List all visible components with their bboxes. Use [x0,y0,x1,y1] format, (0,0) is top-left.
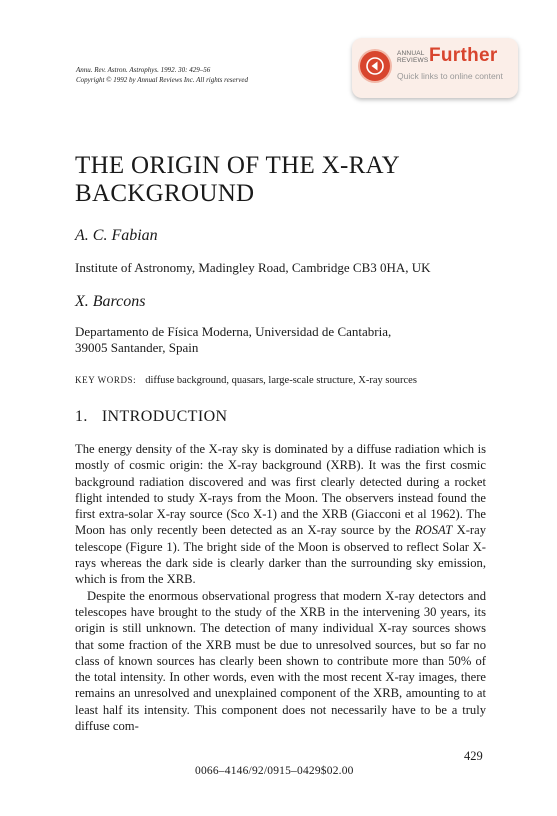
article-body [75,441,486,734]
author-name-1: A. C. Fabian [75,227,158,244]
keywords [75,375,417,386]
back-arrow-icon [360,51,390,81]
page-number: 429 [464,749,483,763]
publisher-wordmark: ANNUAL REVIEWS [397,50,429,64]
banner-tagline: Quick links to online content [397,71,503,81]
article-title: THE ORIGIN OF THE X-RAY BACKGROUND [75,152,400,207]
annual-reviews-further-banner[interactable] [352,38,518,98]
keywords-list: diffuse background, quasars, large-scale structure, X-ray sources [145,375,417,386]
section-heading [75,408,228,426]
citation-line-1: Annu. Rev. Astron. Astrophys. 1992. 30: 429–56 [76,66,211,74]
author-affiliation-2: Departamento de Física Moderna, Universidad de Cantabria, 39005 Santander, Spain [75,324,392,355]
further-brand: Further [429,45,498,66]
paragraph-2: Despite the enormous observational progress that modern X-ray detectors and telescopes have brought to the study of the XRB in the intervening 30 years, its origin is still unknown. The detection of many individual X-ray sources shows that some fraction of the XRB must be due to unresolved sources, but so far no class of known sources has clearly been shown to contribute more than 50% of the total intensity. In other words, even with the most recent X-ray images, there remains an unresolved and unexplained component of the XRB, amounting to at least half its intensity. This component does not necessarily have to be a truly diffuse com- [75,588,486,734]
keywords-label: KEY WORDS: [75,375,137,385]
author-affiliation-1: Institute of Astronomy, Madingley Road, Cambridge CB3 0HA, UK [75,260,431,275]
author-name-2: X. Barcons [75,293,146,310]
rosat-telescope-name: ROSAT [414,523,453,538]
citation-line-2: Copyright © 1992 by Annual Reviews Inc. All rights reserved [76,75,248,84]
paragraph-1: The energy density of the X-ray sky is dominated by a diffuse radiation which is mostly of cosmic origin: the X-ray background (XRB). It was the first cosmic background radiation discovered and was first clearly detected during a rocket flight intended to study X-rays from the Moon. The observers instead found the first extra-solar X-ray source (Sco X-1) and the XRB (Giacconi et al 1962). The Moon has only recently been detected as an X-ray source by the ROSAT X-ray telescope (Figure 1). The bright side of the Moon is observed to reflect Solar X-rays whereas the dark side is clearly darker than the surrounding sky emission, which is from the XRB. [75,442,486,587]
footer-code: 0066–4146/92/0915–0429$02.00 [195,765,354,777]
section-number: 1. [75,408,88,425]
journal-citation [76,66,248,85]
section-title: INTRODUCTION [101,408,228,425]
